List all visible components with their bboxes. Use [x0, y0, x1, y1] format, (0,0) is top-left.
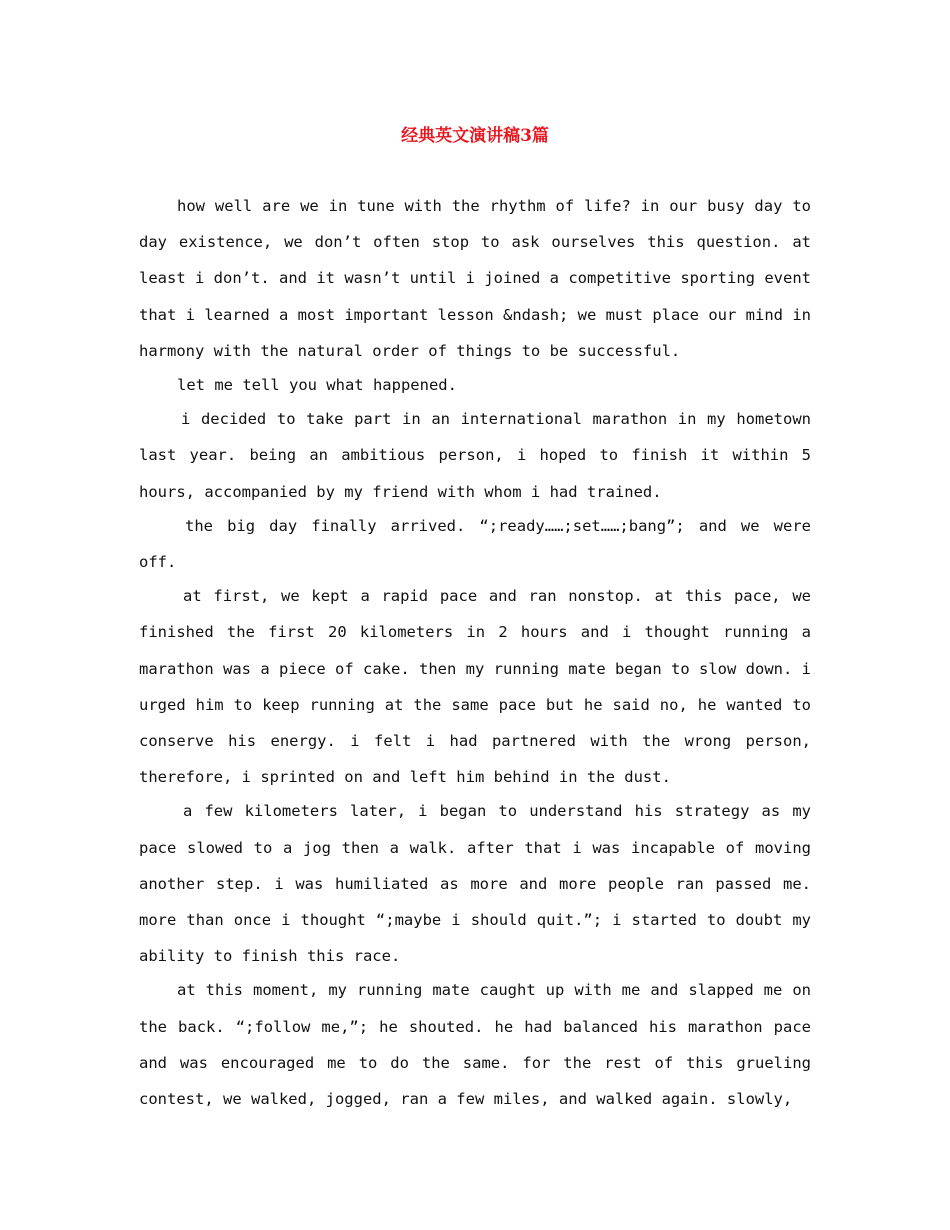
document-title: 经典英文演讲稿3篇: [401, 126, 549, 146]
paragraph-5: at first, we kept a rapid pace and ran nonstop. at this pace, we finished the first 20 kilometers in 2 hours and i thought running a marathon was a piece of cake. then my running mate began to slow down. i urged him to keep running at the same pace but he said no, he wanted to conserve his energy. i felt i had partnered with the wrong person, therefore, i sprinted on and left him behind in the dust.: [139, 587, 811, 787]
paragraph-2: let me tell you what happened.: [177, 376, 457, 395]
paragraph-6: a few kilometers later, i began to understand his strategy as my pace slowed to a jog then a walk. after that i was incapable of moving another step. i was humiliated as more and more people ran passed me. more than once i thought “;maybe i should quit.”; i started to doubt my ability to finish this race.: [139, 802, 811, 966]
paragraph-3: i decided to take part in an international marathon in my hometown last year. being an ambitious person, i hoped to finish it within 5 hours, accompanied by my friend with whom i had trained.: [139, 410, 811, 501]
paragraph-7: at this moment, my running mate caught up with me and slapped me on the back. “;follow me,”; he shouted. he had balanced his marathon pace and was encouraged me to do the same. for the rest of this grueling contest, we walked, jogged, ran a few miles, and walked again. slowly,: [139, 981, 811, 1109]
paragraph-1: how well are we in tune with the rhythm of life? in our busy day to day existence, we don’t often stop to ask ourselves this question. at least i don’t. and it wasn’t until i joined a competitive sporting event that i learned a most important lesson &ndash; we must place our mind in harmony with the natural order of things to be successful.: [139, 197, 811, 360]
paragraph-4: the big day finally arrived. “;ready……;set……;bang”; and we were off.: [139, 516, 811, 572]
document-body: [139, 188, 811, 1115]
